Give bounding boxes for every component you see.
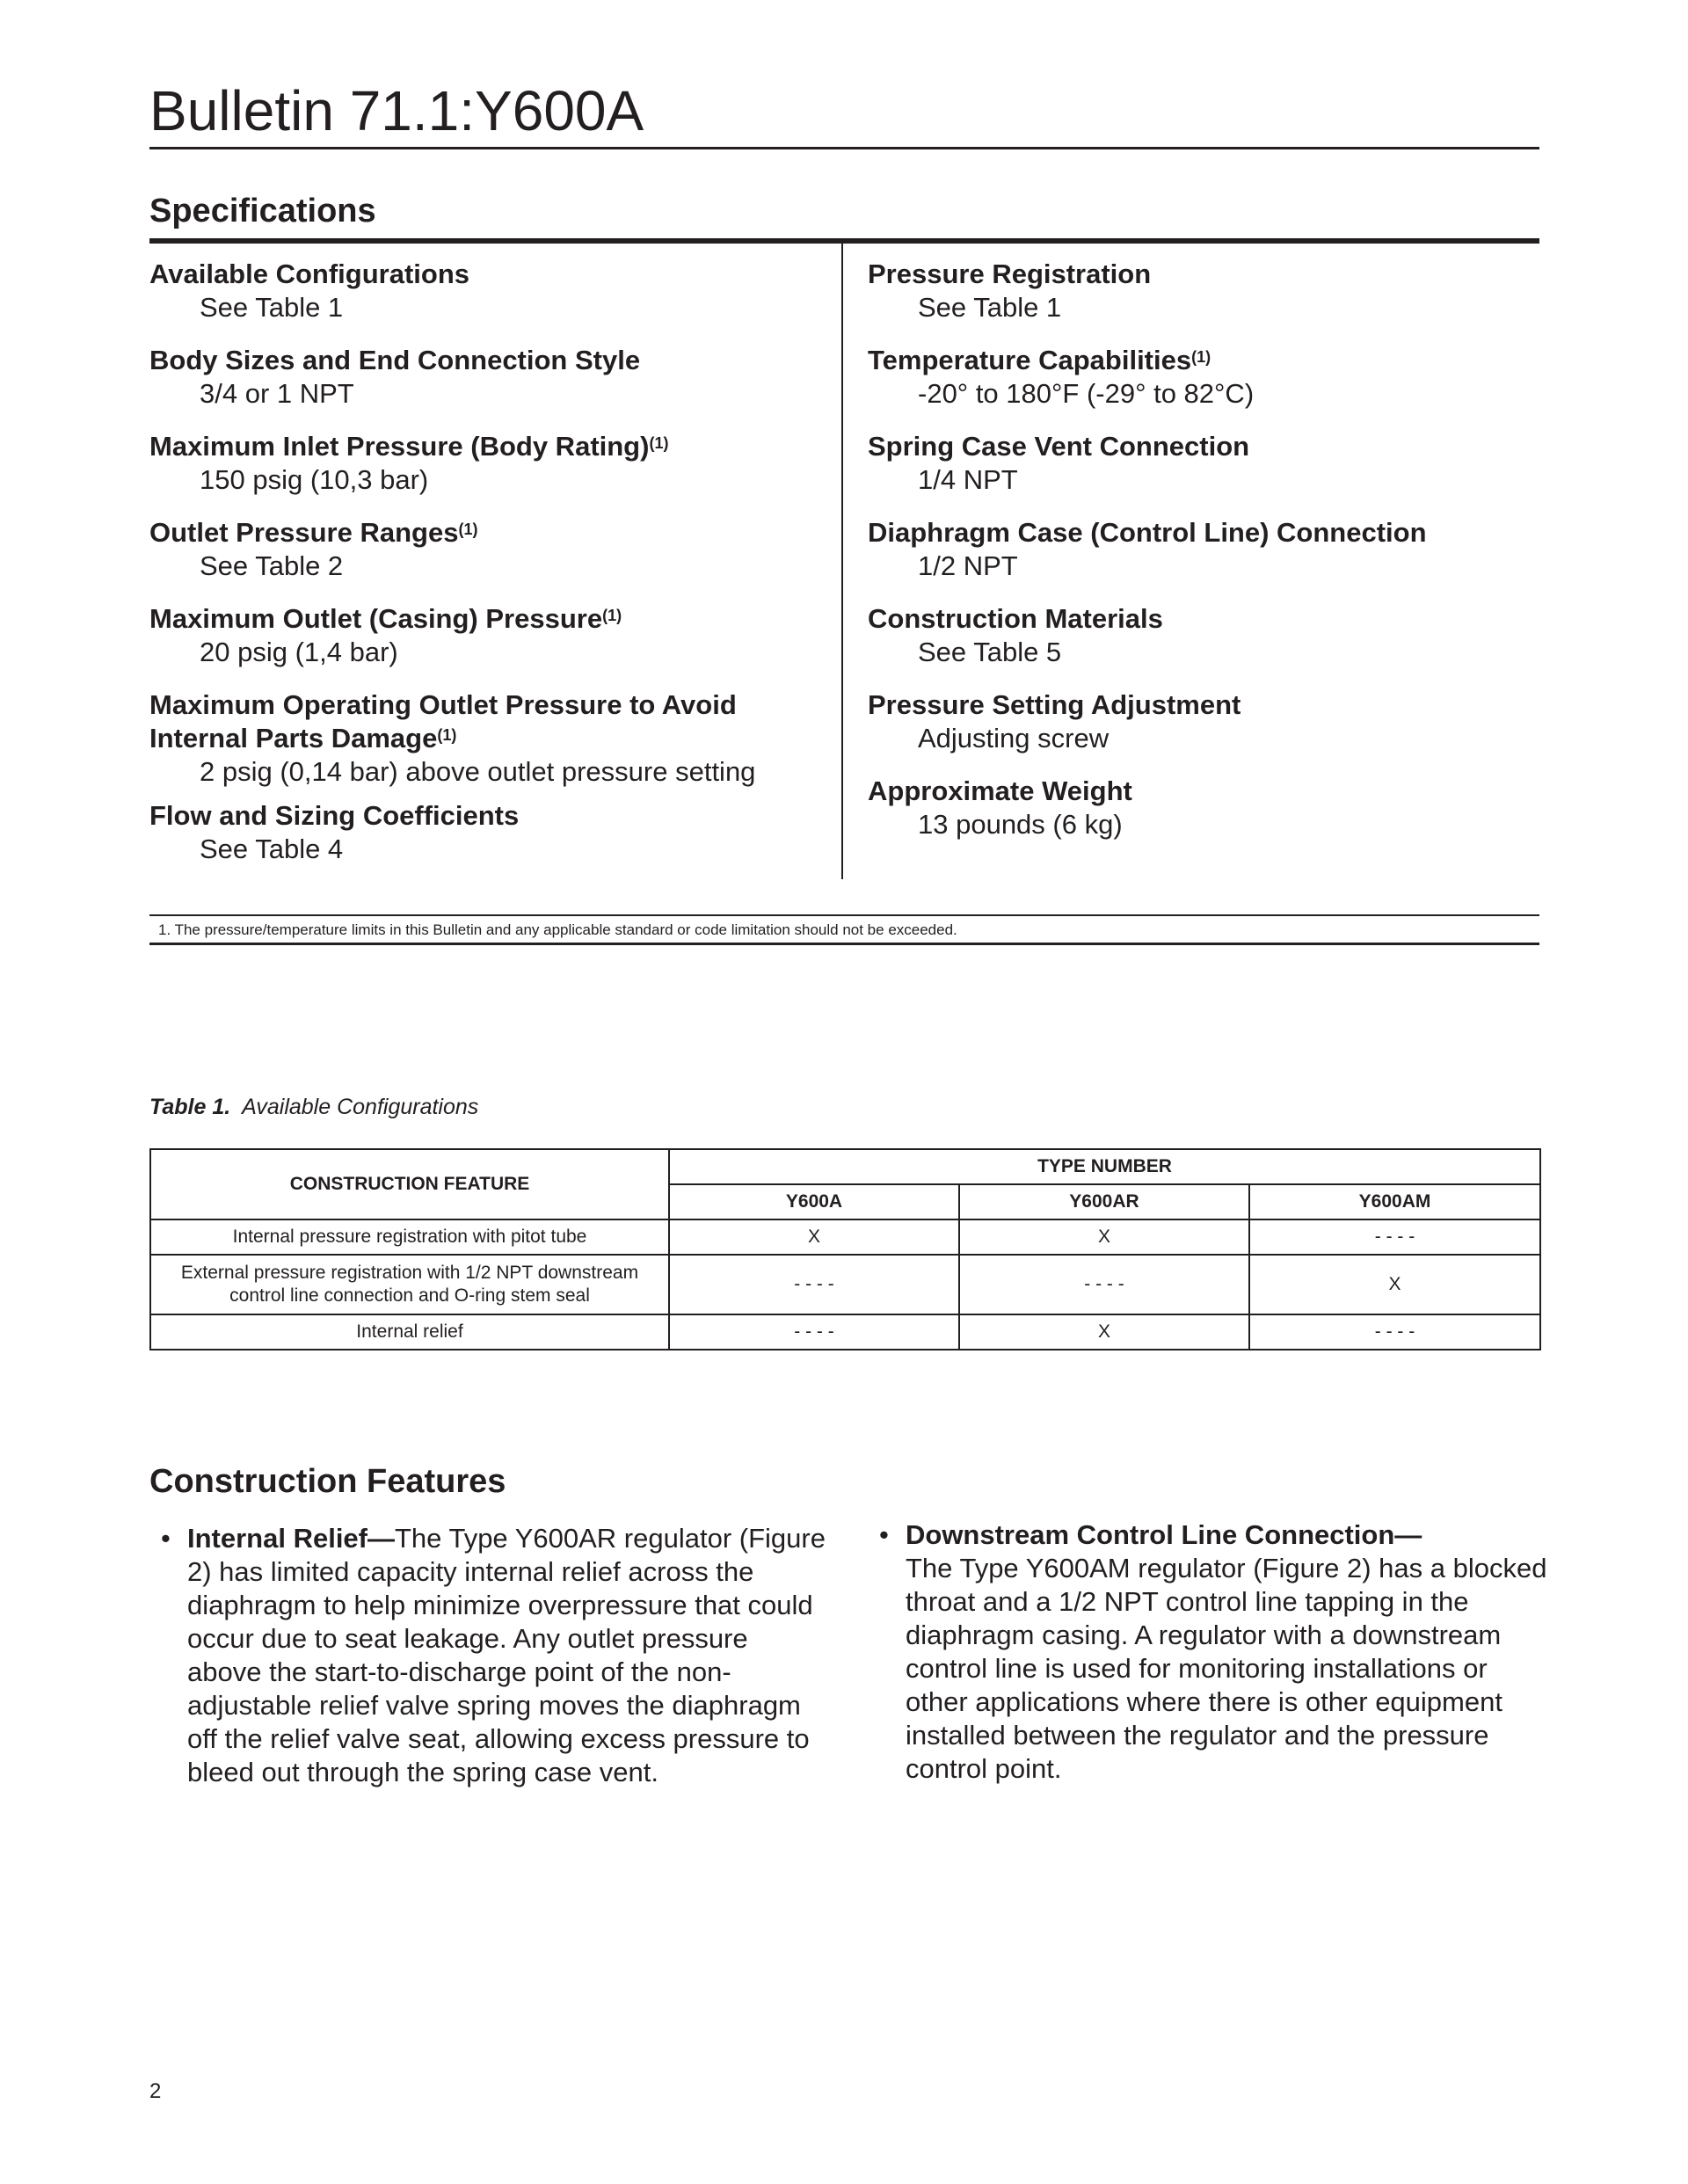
spec-value: 150 psig (10,3 bar) xyxy=(200,464,429,495)
spec-item xyxy=(868,430,1536,497)
spec-value: See Table 5 xyxy=(918,637,1062,667)
footnote-rule-top xyxy=(149,914,1539,916)
spec-item xyxy=(868,258,1536,324)
bullet-icon: • xyxy=(161,1523,171,1554)
table-header-row xyxy=(150,1149,1540,1184)
spec-label: Construction Materials xyxy=(868,603,1163,634)
table-row xyxy=(150,1255,1540,1314)
spec-label: Maximum Outlet (Casing) Pressure$^{(1)}$ xyxy=(149,603,622,634)
spec-label: Maximum Operating Outlet Pressure to Avoid Internal Parts Damage$^{(1)}$ xyxy=(149,689,737,753)
footnote-marker: (1) xyxy=(649,434,669,452)
spec-item xyxy=(149,799,826,866)
feature-text xyxy=(187,1522,829,1789)
construction-features-left-column xyxy=(161,1522,829,1789)
spec-value: 13 pounds (6 kg) xyxy=(918,809,1123,840)
specifications-column-divider xyxy=(841,244,843,879)
table-caption xyxy=(149,1093,478,1121)
spec-value: Adjusting screw xyxy=(918,723,1110,753)
feature-text xyxy=(906,1518,1547,1786)
spec-value: 2 psig (0,14 bar) above outlet pressure setting xyxy=(200,756,756,787)
spec-item xyxy=(868,688,1536,755)
table-cell: - - - - xyxy=(669,1255,959,1314)
spec-value: 1/4 NPT xyxy=(918,464,1018,495)
specifications-heading: Specifications xyxy=(149,193,376,229)
spec-value: See Table 2 xyxy=(200,550,344,581)
header-type-number: TYPE NUMBER xyxy=(669,1149,1540,1184)
table-row xyxy=(150,1219,1540,1255)
table-cell: X xyxy=(959,1314,1249,1350)
spec-label: Temperature Capabilities$^{(1)}$ xyxy=(868,345,1211,375)
specifications-rule xyxy=(149,238,1539,244)
spec-value: See Table 1 xyxy=(200,292,344,323)
spec-label: Approximate Weight xyxy=(868,775,1132,806)
spec-item xyxy=(868,602,1536,669)
table-cell: X xyxy=(959,1219,1249,1255)
table-cell-feature: Internal relief xyxy=(150,1314,669,1350)
spec-value: See Table 1 xyxy=(918,292,1062,323)
header-type-y600ar: Y600AR xyxy=(959,1184,1249,1219)
footnote-marker: (1) xyxy=(602,607,622,624)
spec-item xyxy=(149,258,826,324)
spec-label: Spring Case Vent Connection xyxy=(868,431,1250,462)
spec-value: See Table 4 xyxy=(200,834,344,864)
footnote-marker: (1) xyxy=(1191,348,1211,366)
spec-label: Available Configurations xyxy=(149,258,470,289)
spec-label: Maximum Inlet Pressure (Body Rating)$^{(1)}$ xyxy=(149,431,669,462)
spec-label: Flow and Sizing Coefficients xyxy=(149,800,520,831)
table-cell: - - - - xyxy=(669,1314,959,1350)
table-caption-title: Available Configurations xyxy=(242,1095,479,1119)
spec-label: Pressure Registration xyxy=(868,258,1152,289)
spec-item xyxy=(149,602,826,669)
spec-value: 3/4 or 1 NPT xyxy=(200,378,354,409)
spec-value: 20 psig (1,4 bar) xyxy=(200,637,398,667)
header-type-y600a: Y600A xyxy=(669,1184,959,1219)
list-item xyxy=(161,1522,829,1789)
spec-item xyxy=(149,516,826,583)
spec-item xyxy=(868,516,1536,583)
table-row xyxy=(150,1314,1540,1350)
construction-features-heading: Construction Features xyxy=(149,1463,506,1500)
feature-title: Downstream Control Line Connection— xyxy=(906,1519,1422,1550)
spec-label: Outlet Pressure Ranges$^{(1)}$ xyxy=(149,517,478,548)
spec-label: Pressure Setting Adjustment xyxy=(868,689,1241,720)
construction-features-right-column xyxy=(879,1518,1547,1786)
available-configurations-table xyxy=(149,1148,1541,1350)
document-title: Bulletin 71.1:Y600A xyxy=(149,79,644,142)
spec-item xyxy=(149,430,826,497)
feature-title: Internal Relief— xyxy=(187,1523,395,1554)
bullet-icon: • xyxy=(879,1519,889,1550)
spec-label: Diaphragm Case (Control Line) Connection xyxy=(868,517,1427,548)
spec-label: Body Sizes and End Connection Style xyxy=(149,345,641,375)
table-cell-feature: Internal pressure registration with pitot tube xyxy=(150,1219,669,1255)
header-construction-feature: CONSTRUCTION FEATURE xyxy=(150,1149,669,1219)
feature-description: The Type Y600AR regulator (Figure 2) has limited capacity internal relief across the diaphragm to help minimize overpressure that could occur due to seat leakage. Any outlet pressure above the start-to-discharge point of the non-adjustable relief valve spring moves the diaphragm off the relief valve seat, allowing excess pressure to bleed out through the spring case vent. xyxy=(187,1523,826,1787)
specifications-right-column xyxy=(868,258,1536,861)
page-number: 2 xyxy=(149,2079,162,2103)
spec-value: 1/2 NPT xyxy=(918,550,1018,581)
footnote-rule-bottom xyxy=(149,943,1539,945)
table-cell: - - - - xyxy=(1249,1314,1540,1350)
specifications-left-column xyxy=(149,258,826,885)
table-cell: - - - - xyxy=(1249,1219,1540,1255)
feature-description: The Type Y600AM regulator (Figure 2) has a blocked throat and a 1/2 NPT control line tapping in the diaphragm casing. A regulator with a downstream control line is used for monitoring installations or other applications where there is other equipment installed between the regulator and the pressure control point. xyxy=(906,1553,1547,1784)
header-type-y600am: Y600AM xyxy=(1249,1184,1540,1219)
specifications-footnote: 1. The pressure/temperature limits in this Bulletin and any applicable standard or code limitation should not be exceeded. xyxy=(158,921,957,938)
title-rule xyxy=(149,147,1539,149)
table-cell: X xyxy=(1249,1255,1540,1314)
footnote-marker: (1) xyxy=(437,726,457,744)
spec-value: -20° to 180°F (-29° to 82°C) xyxy=(918,378,1255,409)
spec-item xyxy=(868,344,1536,411)
table-cell: - - - - xyxy=(959,1255,1249,1314)
table-cell-feature: External pressure registration with 1/2 NPT downstream control line connection and O-ring stem seal xyxy=(150,1255,669,1314)
table-caption-number: Table 1. xyxy=(149,1095,231,1119)
spec-item xyxy=(149,344,826,411)
list-item xyxy=(879,1518,1547,1786)
footnote-marker: (1) xyxy=(458,521,478,538)
table-cell: X xyxy=(669,1219,959,1255)
spec-item xyxy=(868,775,1536,841)
spec-item xyxy=(149,688,826,789)
